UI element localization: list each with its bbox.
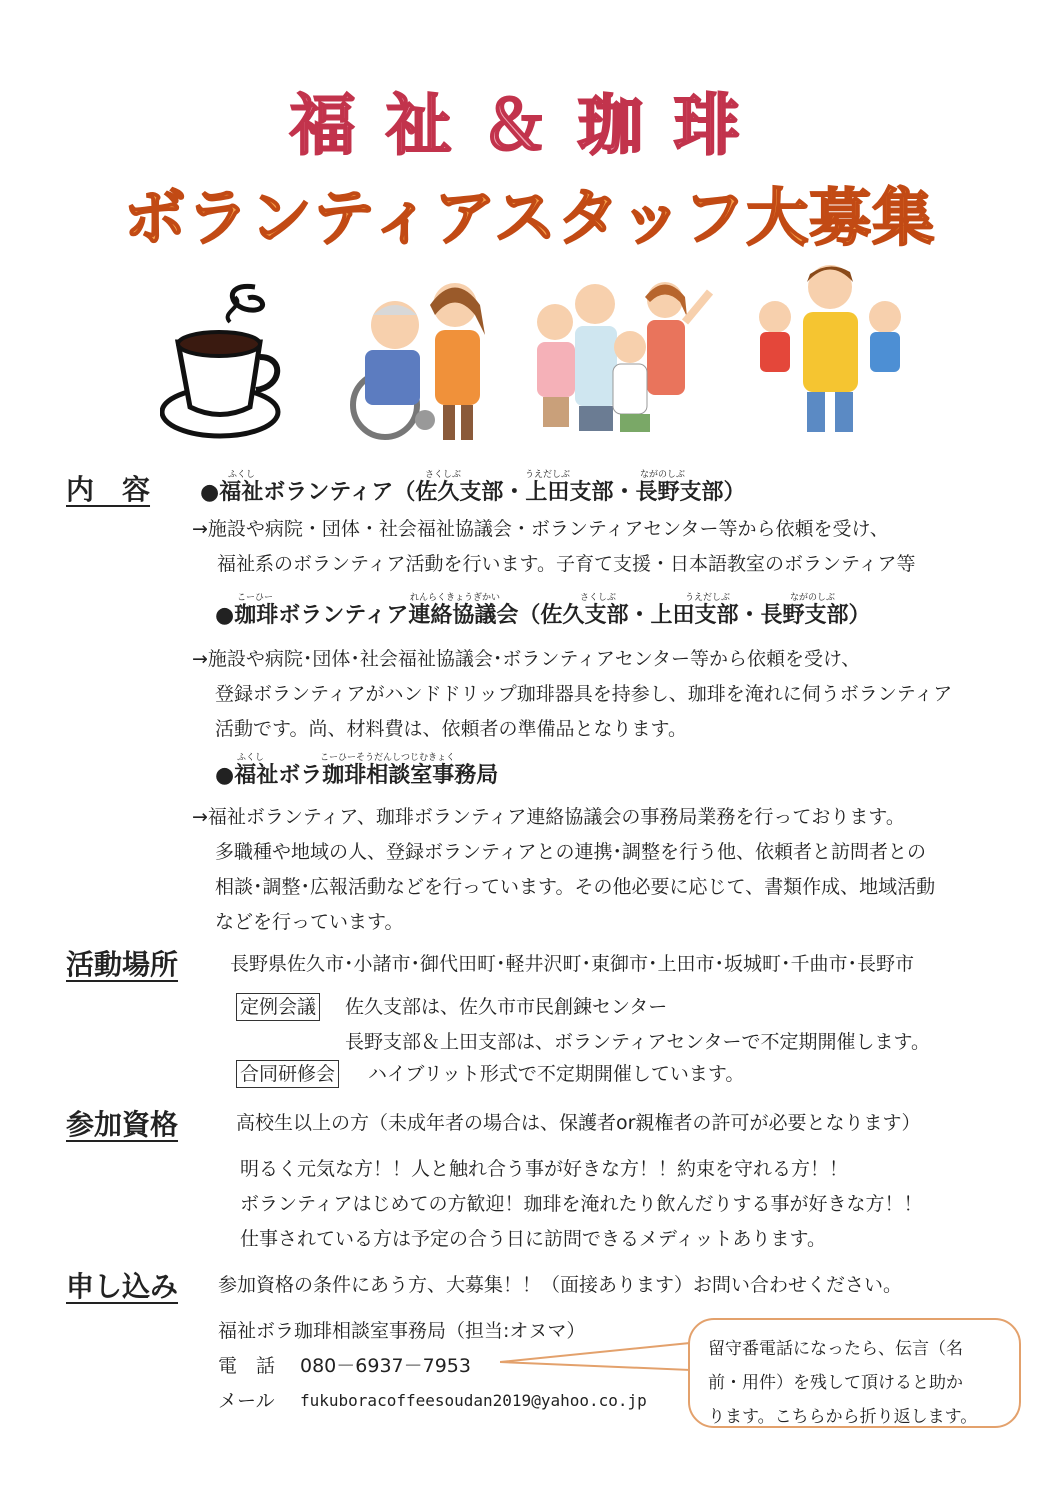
item3-line: などを行っています。 <box>215 911 404 933</box>
tel-label: 電 話 <box>218 1355 276 1377</box>
office-name: 福祉ボラ珈琲相談室事務局（担当:オヌマ） <box>218 1320 586 1342</box>
coffee-cup-icon <box>160 282 285 447</box>
ruby: うえだしぶ <box>685 593 731 603</box>
shikaku-line4: 仕事されている方は予定の合う日に訪問できるメディットあります。 <box>240 1228 826 1250</box>
ruby: ながのしぶ <box>790 593 836 603</box>
basho-text: 長野県佐久市･小諸市･御代田町･軽井沢町･東御市･上田市･坂城町･千曲市･長野市 <box>230 953 915 975</box>
parent-children-illustration <box>755 262 905 440</box>
bubble-line: 前・用件）を残して頂けると助か <box>708 1373 963 1393</box>
item2-line: 登録ボランティアがハンドドリップ珈琲器具を持参し、珈琲を淹れに伺うボランティア <box>215 683 953 705</box>
item2-title: ●珈琲ボランティア連絡協議会（佐久支部・上田支部・長野支部） <box>215 603 871 628</box>
moushikomi-heading: 申し込み <box>66 1270 179 1303</box>
callback-bubble <box>688 1318 1021 1428</box>
item3-line: 多職種や地域の人、登録ボランティアとの連携･調整を行う他、依頼者と訪問者との <box>215 841 926 863</box>
item1-line: 福祉系のボランティア活動を行います。子育て支援・日本語教室のボランティア等 <box>217 553 916 575</box>
item2-line: →施設や病院･団体･社会福祉協議会･ボランティアセンター等から依頼を受け、 <box>192 648 861 670</box>
item3-line: 相談･調整･広報活動などを行っています。その他必要に応じて、書類作成、地域活動 <box>215 876 936 898</box>
goudou-text: ハイブリット形式で不定期開催しています。 <box>368 1063 745 1085</box>
ruby: ふくし <box>237 753 265 763</box>
bubble-line: 留守番電話になったら、伝言（名 <box>708 1339 963 1359</box>
bubble-pointer-icon <box>500 1340 695 1375</box>
mail-address: fukuboracoffeesoudan2019@yahoo.co.jp <box>300 1391 647 1410</box>
ruby: さくしぶ <box>580 593 617 603</box>
wheelchair-caregiver-illustration <box>335 265 495 445</box>
teirei-line1: 佐久支部は、佐久市市民創錬センター <box>345 996 668 1018</box>
item1-title: ●福祉ボランティア（佐久支部・上田支部・長野支部） <box>200 480 746 505</box>
shikaku-line2: 明るく元気な方！！人と触れ合う事が好きな方！！約束を守れる方！！ <box>240 1158 849 1180</box>
ruby: こーひー <box>237 593 274 603</box>
item1-title-block <box>200 470 800 505</box>
item3-line: →福祉ボランティア、珈琲ボランティア連絡協議会の事務局業務を行っております。 <box>192 806 905 828</box>
teirei-line2: 長野支部＆上田支部は、ボランティアセンターで不定期開催します。 <box>345 1031 931 1053</box>
ruby: ながのしぶ <box>640 470 686 480</box>
shikaku-line3: ボランティアはじめての方歓迎！珈琲を淹れたり飲んだりする事が好きな方！！ <box>240 1193 923 1215</box>
mail-label: メール <box>218 1390 275 1412</box>
shikaku-heading: 参加資格 <box>66 1108 179 1141</box>
ruby: うえだしぶ <box>525 470 571 480</box>
moushikomi-text: 参加資格の条件にあう方、大募集！！（面接あります）お問い合わせください。 <box>218 1274 903 1296</box>
tel-number: 080－6937－7953 <box>300 1355 471 1377</box>
item3-title-block <box>215 753 715 788</box>
item1-line: →施設や病院・団体・社会福祉協議会・ボランティアセンター等から依頼を受け、 <box>192 518 889 540</box>
title-line2: ボランティアスタッフ大募集 <box>123 181 936 254</box>
teirei-label: 定例会議 <box>236 993 320 1021</box>
ruby: こーひーそうだんしつじむきょく <box>320 753 456 763</box>
basho-heading: 活動場所 <box>66 948 179 981</box>
item3-title: ●福祉ボラ珈琲相談室事務局 <box>215 763 499 788</box>
ruby: さくしぶ <box>425 470 462 480</box>
volunteer-group-illustration <box>525 272 720 437</box>
item2-line: 活動です。尚、材料費は、依頼者の準備品となります。 <box>215 718 687 740</box>
item2-title-block <box>215 593 915 628</box>
naiyou-heading: 内 容 <box>66 473 151 506</box>
goudou-label: 合同研修会 <box>236 1060 339 1088</box>
title-line1: 福祉＆珈琲 <box>289 87 770 164</box>
ruby: ふくし <box>228 470 256 480</box>
bubble-line: ります。こちらから折り返します。 <box>708 1407 978 1427</box>
shikaku-line1: 高校生以上の方（未成年者の場合は、保護者or親権者の許可が必要となります） <box>236 1112 921 1134</box>
ruby: れんらくきょうぎかい <box>410 593 501 603</box>
